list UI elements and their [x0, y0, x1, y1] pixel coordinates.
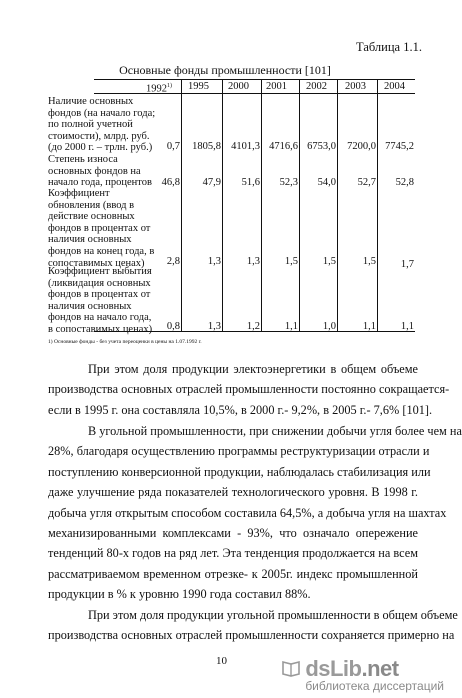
table-cell: 1,5 — [322, 256, 336, 267]
col-divider — [261, 79, 262, 332]
column-header: 1992$^{1)}$ — [146, 83, 172, 95]
row-label: Наличие основных фондов (на начало года; по полной учетной стоимости), млрд. руб. (до 2000 г. – трлн. руб.) — [48, 96, 156, 154]
table-cell: 1,7 — [400, 259, 414, 270]
table-cell: 1,0 — [322, 321, 336, 332]
row-label: Коэффициент обновления (ввод в действие основных фондов в процентах от наличия основных фондов на конец года, в сопоставимых ценах) — [48, 188, 155, 269]
table-cell: 1,1 — [284, 321, 298, 332]
table-cell: 52,8 — [395, 177, 414, 188]
text-line: производства основных отраслей промышленности сохраняется примерно на — [48, 628, 455, 643]
table-cell: 51,6 — [241, 177, 260, 188]
table-cell: 4101,3 — [231, 141, 260, 152]
table-cell: 6753,0 — [307, 141, 336, 152]
table-cell: 1,1 — [362, 321, 376, 332]
row-label: Коэффициент выбытия (ликвидация основных фондов в процентах от наличия основных фондов на начало года, в сопоставимых ценах) — [48, 266, 153, 335]
text-line: При этом доля продукции электоэнергетики в общем объеме — [88, 362, 418, 376]
text-line: поступлению конверсионной продукции, наблюдалась стабилизация или — [48, 464, 431, 479]
table-cell: 52,3 — [279, 177, 298, 188]
col-divider — [299, 79, 300, 332]
table-cell: 2,8 — [166, 256, 180, 267]
watermark-logo: dsLib.net — [305, 656, 399, 681]
table-top-rule — [94, 79, 415, 80]
text-line: даже улучшение ряда показателей технологического уровня. В 1998 г. — [48, 485, 418, 500]
text-line: 28%, благодаря осуществлению программы реструктуризации отрасли и — [48, 444, 430, 459]
table-cell: 7745,2 — [385, 141, 414, 152]
page-number: 10 — [216, 655, 227, 667]
table-cell: 1,3 — [207, 321, 221, 332]
col-divider — [337, 79, 338, 332]
text-line: При этом доля продукции угольной промышленности в общем объеме — [88, 608, 458, 622]
table-cell: 7200,0 — [347, 141, 376, 152]
table-cell: 46,8 — [161, 177, 180, 188]
text-line: продукции в % к уровню 1990 года составил 88%. — [48, 587, 311, 602]
text-line: добыча угля открытым способом составила 64,5%, а добыча угля на шахтах — [48, 505, 447, 520]
text-line: В угольной промышленности, при снижении добычи угля более чем на — [88, 424, 462, 438]
table-cell: 1805,8 — [192, 141, 221, 152]
table-caption: Основные фонды промышленности [101] — [119, 63, 331, 77]
table-cell: 1,3 — [246, 256, 260, 267]
col-divider — [181, 79, 182, 332]
row-label: Степень износа основных фондов на начало года, процентов — [48, 154, 152, 189]
table-cell: 1,2 — [246, 321, 260, 332]
column-header: 2000 — [228, 81, 249, 92]
paragraph — [48, 421, 462, 605]
table-header-rule — [94, 93, 415, 94]
table-cell: 47,9 — [202, 177, 221, 188]
watermark — [305, 656, 444, 693]
paragraph — [48, 359, 450, 420]
text-line: механизированными комплексами - 93%, что означало опережение — [48, 525, 418, 540]
table-footnote: 1) Основные фонды - без учета переоценки в цены на 1.07.1992 г. — [48, 339, 202, 345]
text-line: если в 1995 г. она составляла 10,5%, в 2000 г.- 9,2%, в 2005 г.- 7,6% [101]. — [48, 402, 433, 417]
table-cell: 0,8 — [166, 321, 180, 332]
table-cell: 0,7 — [166, 141, 180, 152]
table-cell: 1,3 — [207, 256, 221, 267]
text-line: производства основных отраслей промышленности постоянно сокращается- — [48, 382, 450, 397]
book-icon — [281, 658, 301, 678]
text-line: тенденций 80-х годов на ряд лет. Эта тенденция продолжается на всем — [48, 546, 418, 561]
text-line: рассматриваемом временном отрезке- к 2005г. индекс промышленной — [48, 566, 418, 581]
paragraph — [48, 605, 458, 646]
column-header: 1995 — [188, 81, 209, 92]
table-cell: 1,5 — [284, 256, 298, 267]
col-divider — [222, 79, 223, 332]
table-cell: 52,7 — [357, 177, 376, 188]
column-header: 2003 — [345, 81, 366, 92]
watermark-subtitle: библиотека диссертаций — [305, 679, 444, 693]
col-divider — [377, 79, 378, 332]
table-cell: 1,1 — [400, 321, 414, 332]
column-header: 2004 — [384, 81, 405, 92]
table-cell: 54,0 — [317, 177, 336, 188]
column-header: 2001 — [266, 81, 287, 92]
column-header: 2002 — [306, 81, 327, 92]
table-cell: 1,5 — [362, 256, 376, 267]
table-cell: 4716,6 — [269, 141, 298, 152]
table-label: Таблица 1.1. — [356, 40, 422, 54]
